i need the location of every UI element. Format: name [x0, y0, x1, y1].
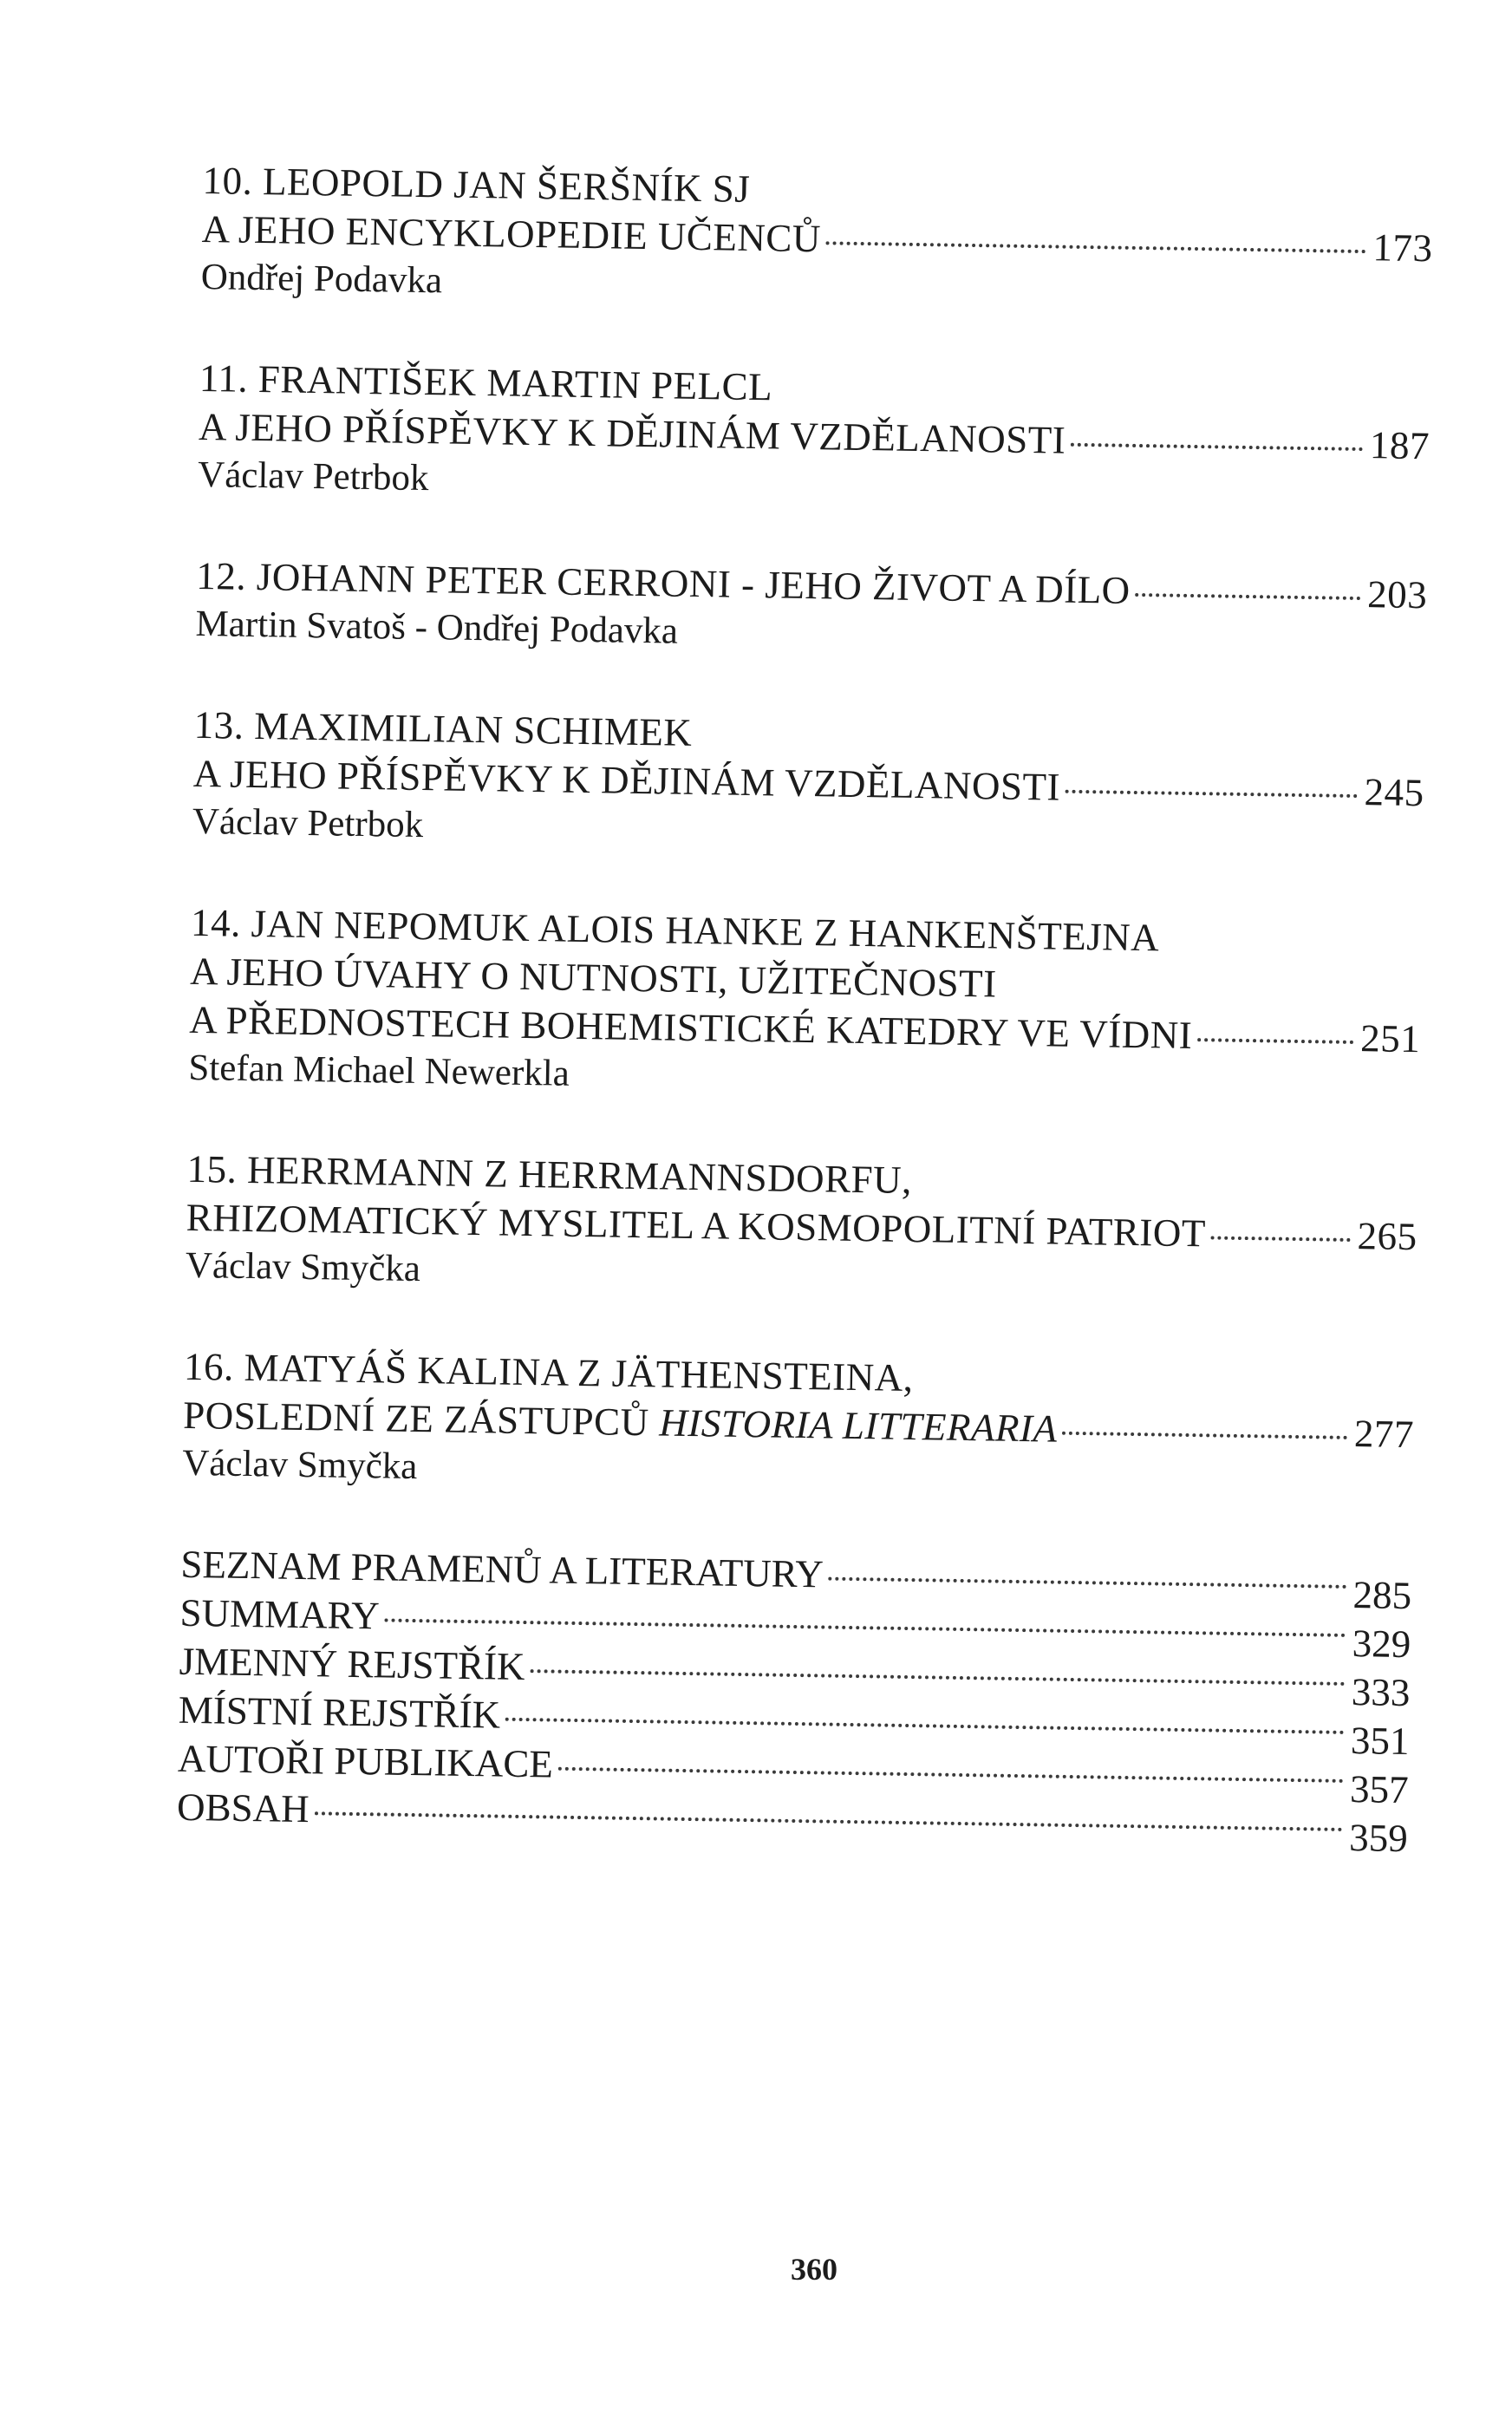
toc-entry [195, 551, 1428, 668]
dot-leader [505, 1718, 1344, 1734]
entry-author: Václav Petrbok [197, 454, 429, 499]
entry-author: Ondřej Podavka [200, 256, 443, 302]
entry-title-last: A JEHO PŘÍSPĚVKY K DĚJINÁM VZDĚLANOSTI [198, 404, 1066, 462]
dot-leader [1136, 593, 1361, 600]
entry-title-last: A JEHO ENCYKLOPEDIE UČENCŮ [201, 206, 822, 261]
dot-leader [1211, 1236, 1351, 1242]
toc-entry [182, 1342, 1415, 1507]
back-matter-title: MÍSTNÍ REJSTŘÍK [178, 1687, 501, 1737]
entry-title-last: RHIZOMATICKÝ MYSLITEL A KOSMOPOLITNÍ PATRIOT [186, 1195, 1207, 1256]
toc-entry [192, 701, 1424, 865]
dot-leader [315, 1811, 1343, 1831]
entry-author: Václav Smyčka [185, 1244, 421, 1290]
back-matter-title: AUTOŘI PUBLIKACE [177, 1736, 554, 1786]
entry-author: Stefan Michael Newerkla [188, 1047, 570, 1094]
page-number: 277 [1353, 1412, 1415, 1457]
page-number: 203 [1366, 572, 1428, 617]
dot-leader [385, 1619, 1346, 1637]
entry-author: Václav Petrbok [192, 800, 424, 846]
folio-page-number: 360 [791, 2252, 837, 2287]
entry-title-line: 13. MAXIMILIAN SCHIMEK [193, 702, 693, 754]
entry-title-line: 11. FRANTIŠEK MARTIN PELCL [199, 356, 773, 409]
back-matter-title: OBSAH [176, 1785, 310, 1831]
back-matter-title: JMENNÝ REJSTŘÍK [179, 1639, 525, 1689]
entry-title-last: A PŘEDNOSTECH BOHEMISTICKÉ KATEDRY VE VÍDNI [188, 997, 1193, 1058]
entry-title-last: A JEHO PŘÍSPĚVKY K DĚJINÁM VZDĚLANOSTI [192, 751, 1061, 809]
entry-title-line: 15. HERRMANN Z HERRMANNSDORFU, [186, 1146, 913, 1202]
page-number: 359 [1348, 1816, 1409, 1861]
page-number: 333 [1351, 1670, 1411, 1715]
toc-entry [185, 1145, 1418, 1309]
page-number: 187 [1369, 423, 1431, 468]
entry-title-last: 12. JOHANN PETER CERRONI - JEHO ŽIVOT A DÍLO [196, 553, 1131, 612]
back-matter-title: SUMMARY [179, 1590, 381, 1638]
page-number: 173 [1372, 225, 1433, 271]
dot-leader [1197, 1038, 1353, 1044]
entry-title-italic: HISTORIA LITTERARIA [659, 1400, 1058, 1451]
dot-leader [1066, 790, 1358, 798]
dot-leader [1071, 443, 1363, 451]
back-matter-list [176, 1540, 1412, 1861]
table-of-contents [176, 156, 1434, 1861]
entry-author: Václav Smyčka [181, 1442, 418, 1488]
page-number: 285 [1352, 1573, 1412, 1618]
page-number: 351 [1350, 1719, 1410, 1764]
dot-leader [1062, 1432, 1347, 1439]
page-number: 357 [1349, 1767, 1409, 1812]
dot-leader [826, 241, 1366, 253]
toc-entry [200, 156, 1433, 321]
entry-title-line: 14. JAN NEPOMUK ALOIS HANKE Z HANKENŠTEJNA [190, 900, 1160, 960]
toc-entry [198, 354, 1431, 519]
page-number: 251 [1359, 1016, 1421, 1061]
dot-leader [558, 1767, 1344, 1783]
page-number: 245 [1364, 770, 1425, 815]
entry-author: Martin Svatoš - Ondřej Podavka [195, 603, 679, 652]
entry-title-prefix: POSLEDNÍ ZE ZÁSTUPCŮ [182, 1393, 660, 1445]
back-matter-title: SEZNAM PRAMENŮ A LITERATURY [180, 1542, 824, 1596]
entry-title-line: A JEHO ÚVAHY O NUTNOSTI, UŽITEČNOSTI [189, 949, 997, 1006]
entry-title-line: 10. LEOPOLD JAN ŠERŠNÍK SJ [202, 158, 751, 211]
page-number: 329 [1352, 1622, 1411, 1667]
toc-entry [188, 898, 1422, 1112]
entry-title-line: 16. MATYÁŠ KALINA Z JÄTHENSTEINA, [183, 1344, 914, 1400]
page-number: 265 [1357, 1214, 1418, 1259]
dot-leader [829, 1577, 1346, 1589]
dot-leader [530, 1669, 1345, 1686]
